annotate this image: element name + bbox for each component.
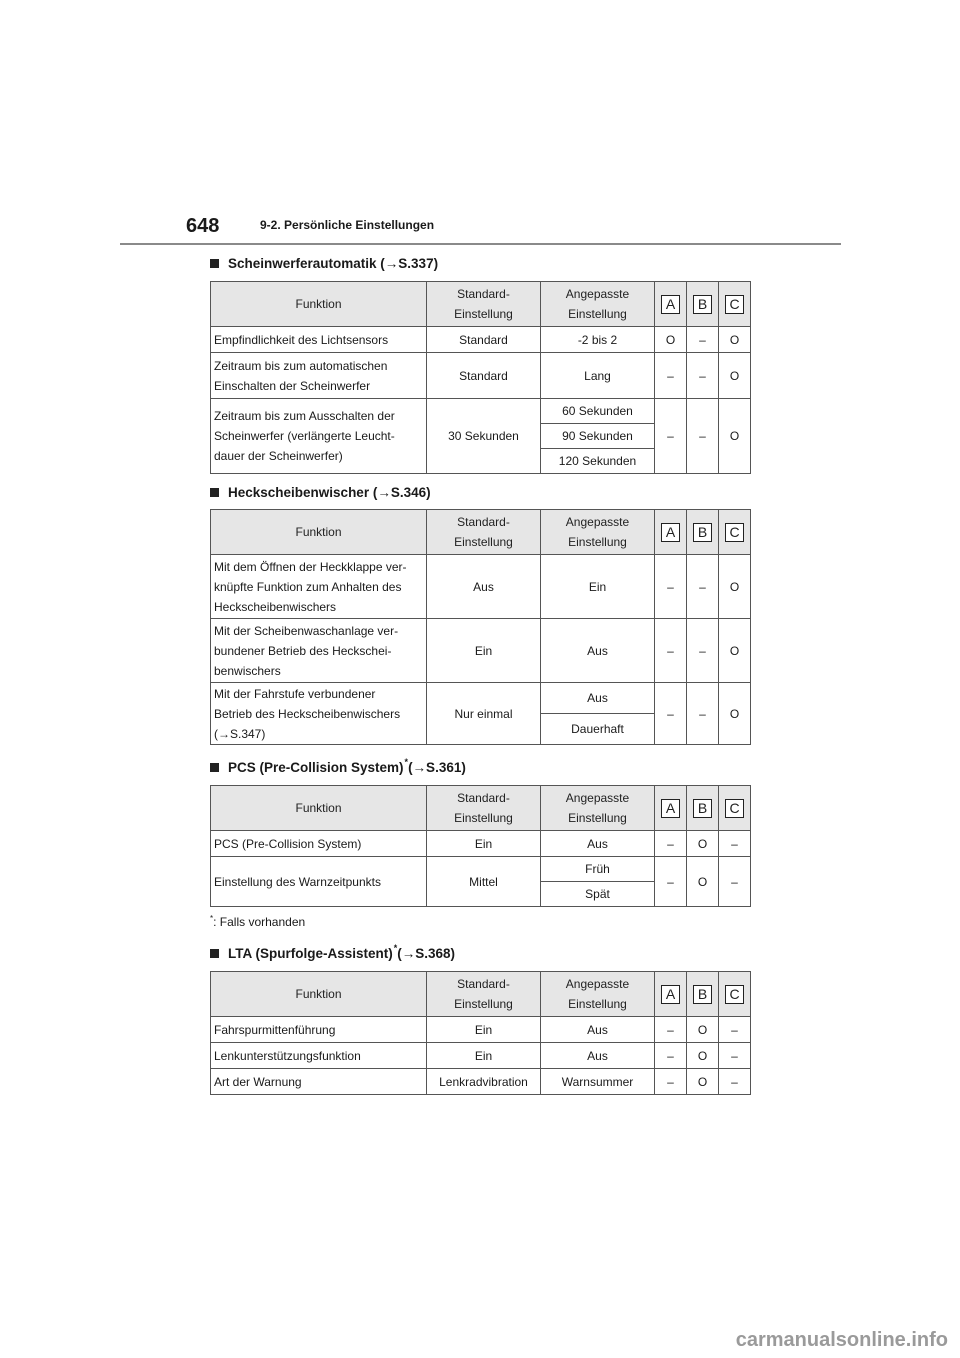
section-title: Scheinwerferautomatik (→S.337) [210,251,750,275]
page-number: 648 [186,215,220,237]
table-row: PCS (Pre-Collision System) Ein Aus – O – [211,831,751,857]
section-lta [210,941,750,1095]
letter-b-icon: B [693,985,712,1004]
table-row: Fahrspurmittenführung Ein Aus – O – [211,1017,751,1043]
table-row: Lenkunterstützungsfunktion Ein Aus – O – [211,1043,751,1069]
letter-c-icon: C [725,799,744,818]
letter-b-icon: B [693,799,712,818]
letter-b-icon: B [693,295,712,314]
letter-c-icon: C [725,985,744,1004]
table-row: Mit der Scheibenwaschanlage ver- bundener Betrieb des Heckschei- benwischers Ein Aus – – O [211,619,751,683]
table-row: Spät [211,882,751,907]
letter-a-icon: A [661,523,680,542]
letter-c-icon: C [725,295,744,314]
bullet-square-icon [210,259,219,268]
table-row: Mit dem Öffnen der Heckklappe ver- knüpfte Funktion zum Anhalten des Heckscheibenwischers Aus Ein – – O [211,555,751,619]
bullet-square-icon [210,949,219,958]
section-title: PCS (Pre-Collision System) * (→S.361) [210,755,750,779]
table-row: Empfindlichkeit des Lichtsensors Standard -2 bis 2 O – O [211,327,751,353]
header-standard: Standard- Einstellung [427,282,541,327]
table-row: 120 Sekunden [211,449,751,474]
table-header-row: Funktion Standard- Einstellung Angepasste Einstellung A B C [211,510,751,555]
table-row: Zeitraum bis zum Ausschalten der Scheinwerfer (verlängerte Leucht- dauer der Scheinwerfer) 30 Sekunden 60 Sekunden – – O [211,399,751,424]
bullet-square-icon [210,488,219,497]
settings-table [210,971,751,1095]
section-title: LTA (Spurfolge-Assistent) * (→S.368) [210,941,750,965]
section-title: Heckscheibenwischer (→S.346) [210,480,750,504]
header-abc [655,282,751,327]
chapter-title: 9-2. Persönliche Einstellungen [260,218,435,232]
footnote: *: Falls vorhanden [210,914,306,929]
header-angepasst: Angepasste Einstellung [541,282,655,327]
page-header [0,0,960,250]
table-row: Mit der Fahrstufe verbundener Betrieb des Heckscheibenwischers (→S.347) Nur einmal Aus – – O [211,683,751,714]
table-header-row: Funktion Standard- Einstellung Angepasste Einstellung A B C [211,972,751,1017]
letter-a-icon: A [661,985,680,1004]
section-heckscheibenwischer [210,480,750,745]
letter-a-icon: A [661,799,680,818]
watermark: carmanualsonline.info [735,1329,948,1351]
settings-table [210,281,751,474]
table-row: 90 Sekunden [211,424,751,449]
table-row: Dauerhaft [211,714,751,745]
table-header-row [211,282,751,327]
header-rule [120,243,841,245]
section-pcs [210,755,750,907]
table-row: Art der Warnung Lenkradvibration Warnsummer – O – [211,1069,751,1095]
bullet-square-icon [210,763,219,772]
settings-table [210,785,751,907]
header-funktion: Funktion [211,282,427,327]
settings-table [210,509,751,745]
table-header-row: Funktion Standard- Einstellung Angepasste Einstellung A B C [211,786,751,831]
letter-b-icon: B [693,523,712,542]
table-row: Einstellung des Warnzeitpunkts Mittel Früh – O – [211,857,751,882]
letter-c-icon: C [725,523,744,542]
section-scheinwerferautomatik [210,251,750,474]
letter-a-icon: A [661,295,680,314]
table-row: Zeitraum bis zum automatischen Einschalten der Scheinwerfer Standard Lang – – O [211,353,751,399]
